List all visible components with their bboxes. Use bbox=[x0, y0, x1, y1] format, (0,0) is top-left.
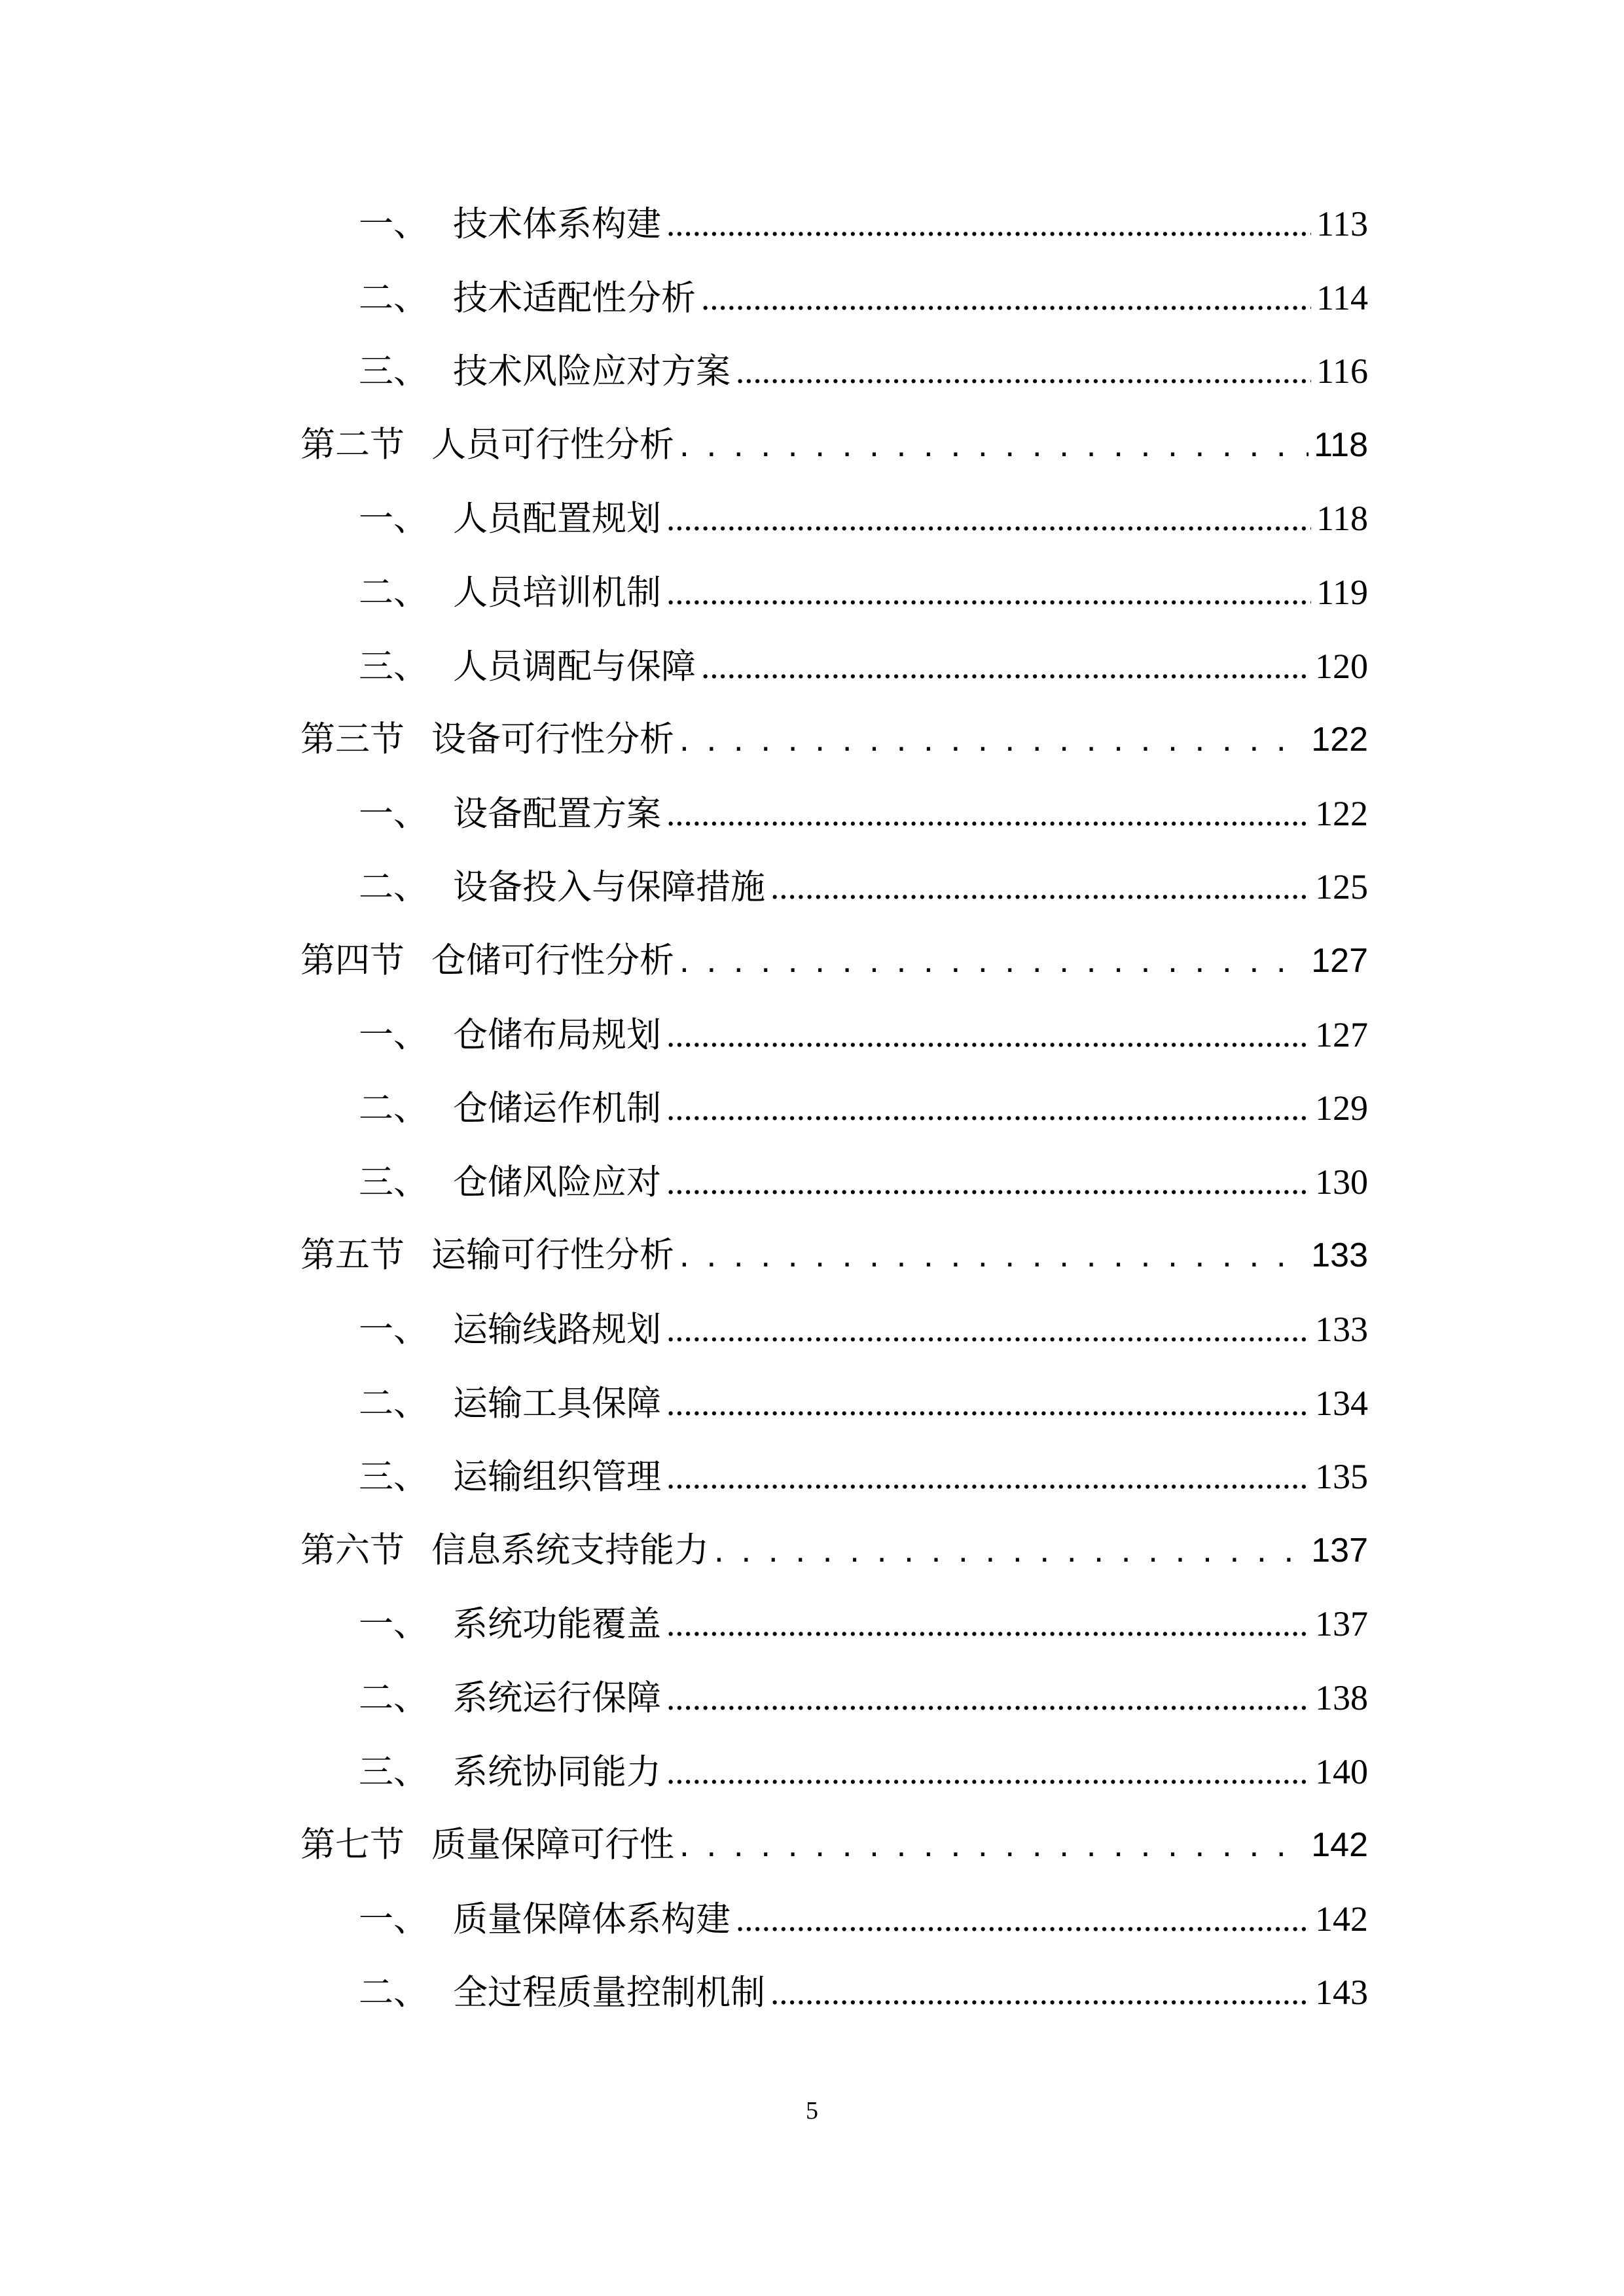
toc-entry-title: 质量保障体系构建 bbox=[453, 1899, 731, 1939]
toc-entry-page-number: 119 bbox=[1316, 573, 1368, 612]
toc-entry-page-number: 129 bbox=[1315, 1088, 1368, 1128]
toc-entry-marker: 二、 bbox=[359, 1973, 428, 2013]
toc-entry-page-number: 122 bbox=[1311, 721, 1368, 759]
toc-entry-page-number: 116 bbox=[1316, 351, 1368, 391]
toc-item-entry[interactable] bbox=[359, 270, 1368, 325]
toc-entry-page-number: 133 bbox=[1311, 1236, 1368, 1274]
toc-entry-page-number: 143 bbox=[1315, 1973, 1368, 2012]
toc-entry-title: 运输可行性分析 bbox=[431, 1235, 674, 1275]
toc-section-entry[interactable] bbox=[300, 712, 1368, 767]
toc-entry-page-number: 114 bbox=[1316, 278, 1368, 317]
toc-entry-marker: 第六节 bbox=[300, 1530, 405, 1570]
toc-dot-leader bbox=[666, 1081, 1310, 1136]
toc-dot-leader bbox=[701, 271, 1311, 325]
page-number: 5 bbox=[806, 2097, 818, 2125]
toc-section-entry[interactable] bbox=[300, 1228, 1368, 1283]
toc-entry-page-number: 118 bbox=[1314, 426, 1368, 464]
toc-item-entry[interactable] bbox=[359, 1081, 1368, 1136]
toc-entry-marker: 第二节 bbox=[300, 425, 405, 465]
toc-entry-page-number: 133 bbox=[1315, 1310, 1368, 1349]
toc-section-entry[interactable] bbox=[300, 418, 1368, 473]
toc-item-entry[interactable] bbox=[359, 1965, 1368, 2020]
toc-entry-marker: 一、 bbox=[359, 1310, 428, 1350]
toc-entry-title: 仓储风险应对 bbox=[453, 1162, 661, 1202]
toc-entry-title: 全过程质量控制机制 bbox=[453, 1973, 765, 2013]
toc-entry-marker: 三、 bbox=[359, 647, 428, 687]
toc-entry-title: 仓储可行性分析 bbox=[431, 941, 674, 980]
toc-dot-leader bbox=[666, 1597, 1310, 1651]
toc-item-entry[interactable] bbox=[359, 196, 1368, 251]
toc-entry-marker: 第四节 bbox=[300, 941, 405, 980]
toc-entry-page-number: 134 bbox=[1315, 1384, 1368, 1423]
toc-entry-title: 设备可行性分析 bbox=[431, 719, 674, 759]
toc-entry-marker: 二、 bbox=[359, 1678, 428, 1718]
toc-entry-title: 人员可行性分析 bbox=[431, 425, 674, 465]
toc-item-entry[interactable] bbox=[359, 1596, 1368, 1651]
toc-entry-marker: 一、 bbox=[359, 204, 428, 244]
toc-entry-title: 运输组织管理 bbox=[453, 1457, 661, 1497]
toc-dot-leader bbox=[679, 418, 1308, 473]
toc-entry-page-number: 140 bbox=[1315, 1752, 1368, 1791]
toc-item-entry[interactable] bbox=[359, 344, 1368, 399]
toc-item-entry[interactable] bbox=[359, 491, 1368, 546]
toc-entry-marker: 二、 bbox=[359, 278, 428, 318]
toc-dot-leader bbox=[714, 1523, 1306, 1578]
toc-item-entry[interactable] bbox=[359, 1007, 1368, 1062]
toc-entry-marker: 一、 bbox=[359, 794, 428, 834]
toc-entry-marker: 第七节 bbox=[300, 1825, 405, 1865]
toc-entry-page-number: 137 bbox=[1315, 1604, 1368, 1643]
toc-item-entry[interactable] bbox=[359, 565, 1368, 620]
toc-dot-leader bbox=[666, 787, 1310, 841]
toc-item-entry[interactable] bbox=[359, 1155, 1368, 1210]
toc-dot-leader bbox=[770, 860, 1310, 914]
toc-entry-marker: 三、 bbox=[359, 351, 428, 391]
toc-entry-marker: 二、 bbox=[359, 573, 428, 613]
toc-entry-page-number: 142 bbox=[1315, 1899, 1368, 1939]
toc-entry-title: 技术体系构建 bbox=[453, 204, 661, 244]
toc-entry-title: 人员配置规划 bbox=[453, 499, 661, 539]
toc-entry-page-number: 127 bbox=[1315, 1015, 1368, 1054]
toc-entry-page-number: 130 bbox=[1315, 1162, 1368, 1202]
toc-entry-marker: 三、 bbox=[359, 1752, 428, 1792]
toc-entry-marker: 二、 bbox=[359, 1384, 428, 1424]
toc-entry-page-number: 138 bbox=[1315, 1678, 1368, 1717]
toc-dot-leader bbox=[666, 1008, 1310, 1062]
toc-dot-leader bbox=[736, 1892, 1310, 1946]
toc-entry-title: 人员调配与保障 bbox=[453, 647, 696, 687]
toc-dot-leader bbox=[666, 565, 1311, 620]
toc-entry-marker: 一、 bbox=[359, 499, 428, 539]
toc-entry-title: 系统协同能力 bbox=[453, 1752, 661, 1792]
toc-item-entry[interactable] bbox=[359, 1449, 1368, 1504]
toc-entry-title: 质量保障可行性 bbox=[431, 1825, 674, 1865]
toc-dot-leader bbox=[679, 1818, 1306, 1873]
toc-entry-title: 运输线路规划 bbox=[453, 1310, 661, 1350]
toc-entry-title: 系统功能覆盖 bbox=[453, 1604, 661, 1644]
toc-dot-leader bbox=[701, 639, 1310, 694]
toc-entry-title: 设备配置方案 bbox=[453, 794, 661, 834]
toc-entry-page-number: 127 bbox=[1311, 942, 1368, 980]
toc-entry-title: 仓储布局规划 bbox=[453, 1015, 661, 1055]
toc-item-entry[interactable] bbox=[359, 786, 1368, 841]
toc-dot-leader bbox=[666, 197, 1311, 251]
toc-entry-page-number: 142 bbox=[1311, 1826, 1368, 1864]
toc-section-entry[interactable] bbox=[300, 933, 1368, 988]
toc-entry-title: 运输工具保障 bbox=[453, 1384, 661, 1424]
toc-item-entry[interactable] bbox=[359, 1302, 1368, 1357]
toc-dot-leader bbox=[679, 933, 1306, 988]
toc-entry-marker: 第五节 bbox=[300, 1235, 405, 1275]
toc-item-entry[interactable] bbox=[359, 859, 1368, 914]
toc-entry-page-number: 125 bbox=[1315, 867, 1368, 906]
toc-dot-leader bbox=[679, 712, 1306, 767]
toc-item-entry[interactable] bbox=[359, 1744, 1368, 1799]
toc-entry-title: 仓储运作机制 bbox=[453, 1088, 661, 1128]
toc-entry-marker: 三、 bbox=[359, 1162, 428, 1202]
toc-dot-leader bbox=[666, 492, 1311, 546]
toc-entry-page-number: 120 bbox=[1315, 647, 1368, 686]
toc-entry-page-number: 118 bbox=[1316, 499, 1368, 538]
toc-dot-leader bbox=[666, 1671, 1310, 1725]
toc-dot-leader bbox=[666, 1745, 1310, 1799]
toc-dot-leader bbox=[679, 1228, 1306, 1283]
toc-dot-leader bbox=[736, 344, 1311, 399]
toc-entry-page-number: 137 bbox=[1311, 1532, 1368, 1570]
toc-dot-leader bbox=[666, 1302, 1310, 1357]
toc-dot-leader bbox=[666, 1155, 1310, 1210]
toc-entry-marker: 一、 bbox=[359, 1015, 428, 1055]
toc-entry-page-number: 135 bbox=[1315, 1457, 1368, 1496]
toc-entry-marker: 第三节 bbox=[300, 719, 405, 759]
toc-section-entry[interactable] bbox=[300, 1523, 1368, 1578]
toc-item-entry[interactable] bbox=[359, 1892, 1368, 1946]
toc-item-entry[interactable] bbox=[359, 639, 1368, 694]
toc-entry-marker: 一、 bbox=[359, 1604, 428, 1644]
toc-section-entry[interactable] bbox=[300, 1818, 1368, 1873]
toc-dot-leader bbox=[770, 1965, 1310, 2020]
toc-entry-page-number: 113 bbox=[1316, 204, 1368, 243]
toc-entry-title: 技术风险应对方案 bbox=[453, 351, 731, 391]
toc-entry-title: 人员培训机制 bbox=[453, 573, 661, 613]
toc-dot-leader bbox=[666, 1450, 1310, 1504]
toc-item-entry[interactable] bbox=[359, 1670, 1368, 1725]
toc-entry-title: 系统运行保障 bbox=[453, 1678, 661, 1718]
toc-entry-page-number: 122 bbox=[1315, 794, 1368, 833]
toc-entry-marker: 三、 bbox=[359, 1457, 428, 1497]
toc-entry-title: 信息系统支持能力 bbox=[431, 1530, 709, 1570]
toc-entry-title: 技术适配性分析 bbox=[453, 278, 696, 318]
toc-entry-marker: 二、 bbox=[359, 867, 428, 907]
toc-entry-marker: 二、 bbox=[359, 1088, 428, 1128]
toc-item-entry[interactable] bbox=[359, 1376, 1368, 1431]
toc-entry-title: 设备投入与保障措施 bbox=[453, 867, 765, 907]
toc-dot-leader bbox=[666, 1376, 1310, 1431]
toc-entry-marker: 一、 bbox=[359, 1899, 428, 1939]
